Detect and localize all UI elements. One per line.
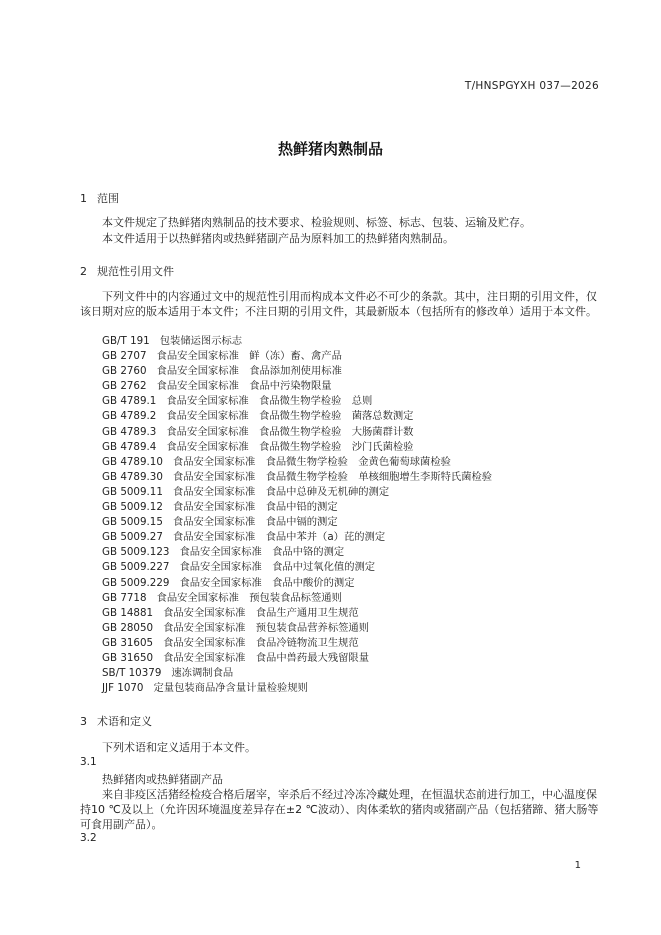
reference-title: 食品安全国家标准 食品冷链物流卫生规范	[163, 636, 359, 649]
reference-title: 食品安全国家标准 食品中污染物限量	[156, 380, 332, 393]
reference-title: 食品安全国家标准 食品中铬的测定	[179, 546, 345, 559]
term-name: 热鲜猪肉或热鲜猪副产品	[102, 773, 223, 786]
reference-item	[102, 606, 492, 621]
reference-code: GB 5009.229	[102, 576, 170, 589]
reference-code: GB 5009.12	[102, 501, 163, 514]
reference-code: GB 5009.11	[102, 485, 163, 498]
section-2-heading	[80, 263, 174, 279]
reference-item	[102, 621, 492, 636]
reference-item	[102, 440, 492, 455]
reference-code: GB/T 191	[102, 335, 150, 347]
reference-title: 食品安全国家标准 食品微生物学检验 大肠菌群计数	[166, 425, 414, 438]
reference-item	[102, 560, 492, 575]
reference-code: GB 31605	[102, 636, 154, 649]
reference-title: 食品安全国家标准 食品中兽药最大残留限量	[163, 651, 370, 664]
reference-item	[102, 545, 492, 560]
reference-item	[102, 409, 492, 424]
reference-item	[102, 485, 492, 500]
reference-title: 食品安全国家标准 食品微生物学检验 总则	[166, 395, 373, 408]
reference-title: 食品安全国家标准 食品中酸价的测定	[179, 576, 355, 589]
reference-title: 定量包装商品净含量计量检验规则	[153, 682, 308, 695]
reference-title: 食品安全国家标准 预包装食品营养标签通则	[163, 621, 370, 634]
reference-code: GB 4789.30	[102, 470, 163, 483]
reference-title: 食品安全国家标准 食品中铅的测定	[172, 501, 338, 514]
reference-item	[102, 379, 492, 394]
reference-title: 食品安全国家标准 食品中过氧化值的测定	[179, 561, 376, 574]
reference-title: 食品安全国家标准 预包装食品标签通则	[156, 591, 342, 604]
section-title: 规范性引用文件	[97, 265, 174, 278]
section-number: 2	[80, 265, 87, 278]
reference-title: 包装储运图示标志	[159, 335, 243, 347]
reference-code: GB 4789.1	[102, 395, 157, 408]
reference-code: GB 2762	[102, 380, 147, 393]
reference-code: JJF 1070	[102, 682, 144, 695]
reference-item	[102, 500, 492, 515]
section-3-heading	[80, 713, 152, 729]
term-number: 3.2	[80, 832, 97, 844]
reference-code: GB 5009.15	[102, 516, 163, 529]
reference-code: GB 4789.10	[102, 455, 163, 468]
section-number: 3	[80, 715, 87, 728]
reference-item	[102, 470, 492, 485]
reference-title: 食品安全国家标准 食品微生物学检验 菌落总数测定	[166, 410, 414, 423]
section-title: 术语和定义	[97, 715, 152, 728]
section-1-heading	[80, 190, 119, 206]
page-number: 1	[574, 860, 581, 871]
reference-code: GB 2760	[102, 365, 147, 378]
document-code: T/HNSPGYXH 037—2026	[464, 80, 599, 92]
reference-title: 速冻调制食品	[171, 667, 234, 680]
reference-code: SB/T 10379	[102, 667, 162, 680]
scope-paragraph-1: 本文件规定了热鲜猪肉熟制品的技术要求、检验规则、标签、标志、包装、运输及贮存。	[102, 216, 531, 229]
term-number: 3.1	[80, 756, 97, 768]
reference-item	[102, 425, 492, 440]
terms-intro: 下列术语和定义适用于本文件。	[102, 741, 256, 754]
reference-item	[102, 394, 492, 409]
reference-item	[102, 591, 492, 606]
reference-code: GB 4789.3	[102, 425, 157, 438]
reference-item	[102, 681, 492, 696]
reference-item	[102, 530, 492, 545]
reference-item	[102, 666, 492, 681]
term-definition: 来自非疫区活猪经检疫合格后屠宰，宰杀后不经过冷冻冷藏处理，在恒温状态前进行加工，中心温度保持10 ℃及以上（允许因环境温度差异存在±2 ℃波动）、肉体柔软的猪肉或猪副产品（包括猪蹄、猪大肠等可食用副产品）。	[80, 788, 599, 831]
reference-code: GB 5009.123	[102, 546, 170, 559]
reference-code: GB 5009.227	[102, 561, 170, 574]
reference-item	[102, 334, 492, 349]
reference-item	[102, 349, 492, 364]
reference-item	[102, 364, 492, 379]
section-title: 范围	[97, 192, 119, 205]
reference-title: 食品安全国家标准 食品添加剂使用标准	[156, 365, 342, 378]
document-title: 热鲜猪肉熟制品	[277, 140, 383, 158]
scope-paragraph-2: 本文件适用于以热鲜猪肉或热鲜猪副产品为原料加工的热鲜猪肉熟制品。	[102, 232, 454, 245]
section-number: 1	[80, 192, 87, 205]
reference-item	[102, 576, 492, 591]
reference-item	[102, 515, 492, 530]
reference-code: GB 4789.2	[102, 410, 157, 423]
reference-title: 食品安全国家标准 食品中镉的测定	[172, 516, 338, 529]
reference-title: 食品安全国家标准 鲜（冻）畜、禽产品	[156, 350, 342, 363]
reference-code: GB 4789.4	[102, 440, 157, 453]
reference-code: GB 28050	[102, 621, 154, 634]
reference-title: 食品安全国家标准 食品微生物学检验 单核细胞增生李斯特氏菌检验	[172, 470, 493, 483]
references-intro: 下列文件中的内容通过文中的规范性引用而构成本文件必不可少的条款。其中，注日期的引用文件，仅该日期对应的版本适用于本文件；不注日期的引用文件，其最新版本（包括所有的修改单）适用于本文件。	[80, 290, 597, 318]
reference-title: 食品安全国家标准 食品微生物学检验 沙门氏菌检验	[166, 440, 414, 453]
reference-title: 食品安全国家标准 食品中总砷及无机砷的测定	[172, 485, 390, 498]
reference-item	[102, 455, 492, 470]
reference-item	[102, 636, 492, 651]
reference-list	[102, 334, 492, 696]
reference-code: GB 31650	[102, 651, 154, 664]
reference-item	[102, 651, 492, 666]
reference-code: GB 2707	[102, 350, 147, 363]
reference-code: GB 5009.27	[102, 531, 163, 544]
reference-code: GB 7718	[102, 591, 147, 604]
reference-code: GB 14881	[102, 606, 154, 619]
reference-title: 食品安全国家标准 食品微生物学检验 金黄色葡萄球菌检验	[172, 455, 451, 468]
reference-title: 食品安全国家标准 食品生产通用卫生规范	[163, 606, 359, 619]
reference-title: 食品安全国家标准 食品中苯并（a）芘的测定	[172, 531, 386, 544]
